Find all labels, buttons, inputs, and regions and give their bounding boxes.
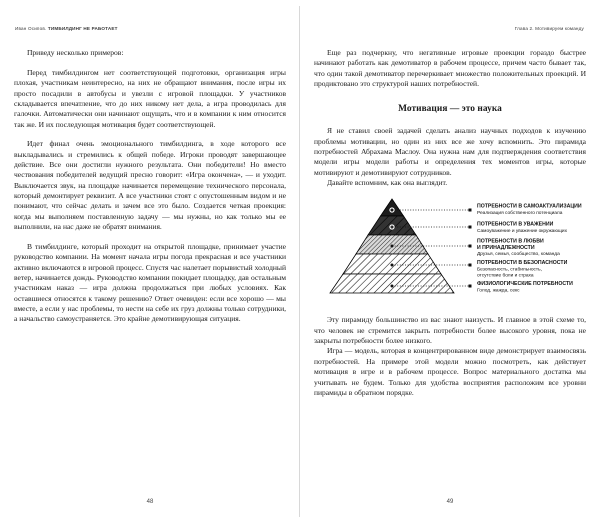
pyramid-label-5-subtitle: Голод, жажда, секс: [477, 288, 520, 294]
pyramid-level-2: [368, 216, 416, 235]
pyramid-label-1-subtitle: Реализация собственного потенциала: [477, 211, 563, 217]
page-number: 49: [446, 499, 454, 505]
running-head-author: Иван Осипов.: [15, 26, 47, 31]
running-head-chapter: Глава 2. Мотивируем команду: [514, 26, 584, 31]
pyramid-level-5: [330, 274, 454, 293]
pyramid-label-bullets: [469, 209, 472, 288]
pyramid-label-3-title-line2: И ПРИНАДЛЕЖНОСТИ: [477, 245, 535, 252]
pyramid-label-4-subtitle-line2: отсутствие боли и страха: [477, 273, 534, 279]
pyramid-label-3-subtitle: Друзья, семья, сообщество, команда: [477, 252, 560, 258]
paragraph: Перед тимбилдингом нет соответствующей подготовки, организация игры плохая, участникам неинтересно, на них не обращают внимания, после игры их просто посадили в автобусы и увезли с игровой площадки. У участников складывается впечатление, что до них никому нет дела, а игра проводилась для галочки. Автоматически они начинают ощущать, что и в компании к ним относится так же. И их последующая мотивация будет соответствующей.: [14, 67, 286, 129]
section-title: Мотивация — это наука: [398, 104, 502, 115]
running-head-left: [14, 26, 286, 36]
page-right: [300, 0, 600, 523]
paragraph: Приведу несколько примеров:: [27, 48, 124, 57]
paragraph: Я не ставил своей задачей сделать анализ научных подходов к изучению проблемы мотивации, но один из них все же хочу вспомнить. Это пирамида потребностей Абрахама Маслоу. Она нужна нам для подтверждения соответствия модели игры модели работы и определения тех моментов игры, которые мотивируют и демотивируют сотрудников.: [314, 126, 586, 177]
page-number: 48: [146, 499, 154, 505]
paragraph: Давайте вспомним, как она выглядит.: [327, 178, 448, 188]
pyramid-label-4-subtitle-line1: Безопасность, стабильность,: [477, 267, 542, 273]
maslow-pyramid-figure: [314, 197, 586, 305]
paragraph: Еще раз подчеркну, что негативные игровые проекции гораздо быстрее начинают работать как демотиватор в рабочем процессе, причем часто бывает так, что один такой демотиватор перечеркивает множество положительных проекций. И продиктовано это структурой наших потребностей.: [314, 48, 586, 89]
paragraph: Идет финал очень эмоционального тимбилдинга, в ходе которого все выкладывались и стремились к общей победе. Игроки проводят завершающее действие. Все они достигли нужного результата. Они победители! Но вместо чествования победителей ведущий пресно говорит: «Игра окончена», — и уходит. Выключается звук, на площадке начинается перемещение технического персонала, который демонтирует реквизит. А все участники стоят с опустошенным видом и не понимают, что сейчас делать и зачем все это было. Создается четкая проекция: когда мы выполняем поставленную задачу — мы нужны, но как только мы ее выполнили, на нас даже не обратят внимания.: [14, 139, 286, 232]
pyramid-label-3-title-line1: ПОТРЕБНОСТИ В ЛЮБВИ: [477, 238, 544, 245]
pyramid-label-5-title: ФИЗИОЛОГИЧЕСКИЕ ПОТРЕБНОСТИ: [477, 281, 573, 288]
running-head-right: [314, 26, 586, 36]
pyramid-label-4-title: ПОТРЕБНОСТИ В БЕЗОПАСНОСТИ: [477, 260, 568, 267]
running-head-title: ТИМБИЛДИНГ НЕ РАБОТАЕТ: [47, 26, 118, 31]
paragraph: Эту пирамиду большинство из вас знают наизусть. И главное в этой схеме то, что человек не стремится закрыть потребности более высокого уровня, пока не закрыты потребности более низкого.: [314, 315, 586, 346]
pyramid-label-2-title: ПОТРЕБНОСТИ В УВАЖЕНИИ: [477, 221, 554, 228]
pyramid-label-2-subtitle: Самоуважение и уважение окружающих: [477, 229, 567, 235]
right-body-column: [314, 48, 586, 398]
paragraph: В тимбилдинге, который проходит на открытой площадке, принимает участие руководство компании. На момент начала игры погода прекрасная и все участники активно включаются в игровой процесс. Спустя час налетает порывистый холодный ветер, начинается дождь. Руководство компании покидает площадку, дав остальным участникам наказ — игра должна продолжаться при любых условиях. Как оставшиеся относятся к такому решению? Ответ очевиден: если все хорошо — мы вместе, а если у нас проблемы, то нести на себе их груз должны только сотрудники, а начальство самоустраняется. Это крайне демотивирующая ситуация.: [14, 242, 286, 324]
pyramid-label-1-title: ПОТРЕБНОСТИ В САМОАКТУАЛИЗАЦИИ: [477, 203, 582, 210]
paragraph: Игра — модель, которая в концентрированном виде демонстрирует взаимосвязь потребностей. На примере этой модели можно посмотреть, как действует мотивация в игре и в рабочем процессе. Вопрос материального достатка мы учитывать не будем. Только для удобства восприятия расположим все уровни пирамиды в обратном порядке.: [314, 346, 586, 397]
left-body-column: [14, 48, 286, 325]
